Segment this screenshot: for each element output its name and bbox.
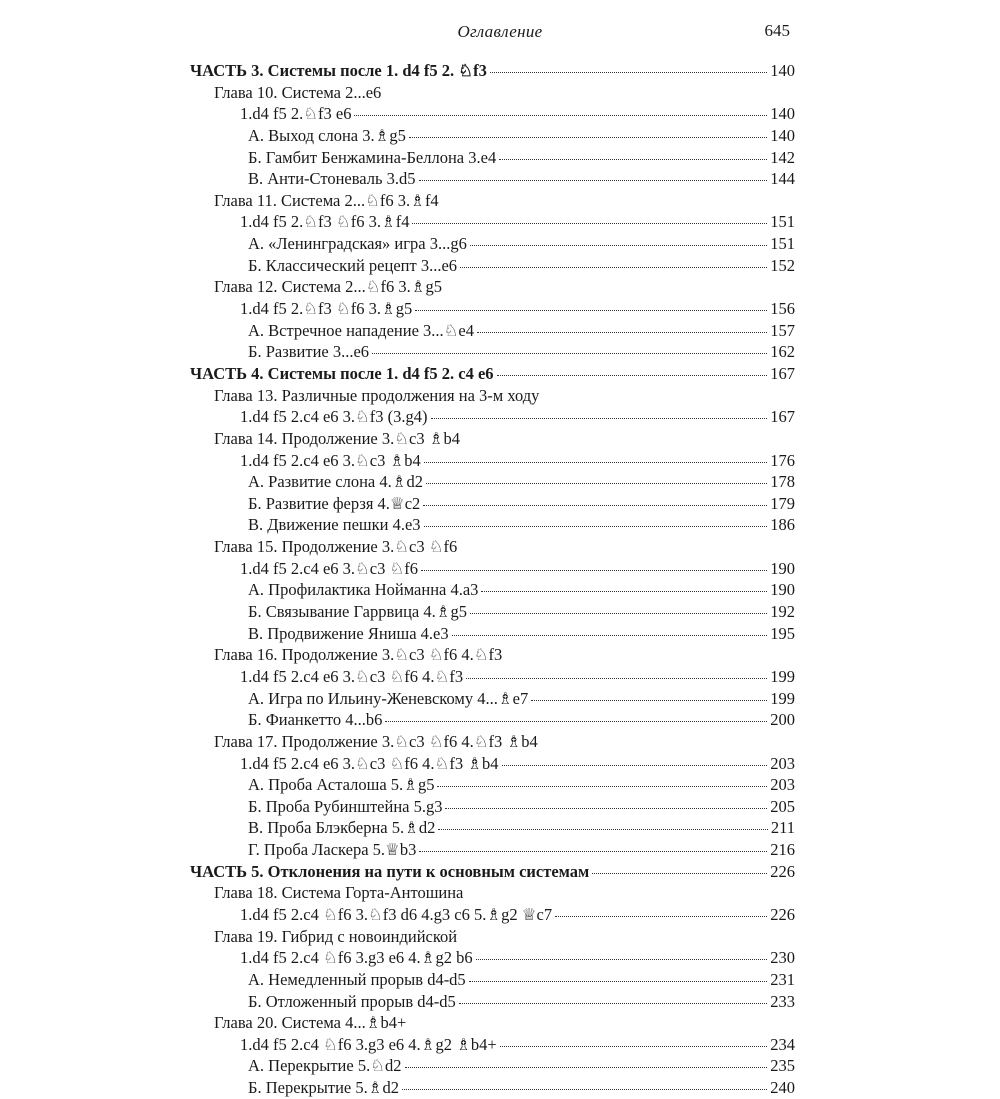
toc-entry — [190, 298, 795, 320]
dot-leader — [499, 158, 767, 160]
toc-entry-title: В. Анти-Стоневаль 3.d5 — [248, 169, 416, 189]
toc-entry-title: Глава 20. Система 4...♗b4+ — [214, 1013, 407, 1033]
toc-entry-title: 1.d4 f5 2.♘f3 ♘f6 3.♗f4 — [240, 212, 410, 232]
toc-chapter-entry — [190, 190, 795, 212]
dot-leader — [437, 785, 767, 787]
toc-entry — [190, 774, 795, 796]
toc-entry-title: Б. Классический рецепт 3...е6 — [248, 255, 458, 275]
toc-entry-title: Глава 11. Система 2...♘f6 3.♗f4 — [214, 190, 439, 210]
toc-entry-title: ЧАСТЬ 3. Системы после 1. d4 f5 2. ♘f3 — [190, 61, 487, 80]
toc-entry-title: Б. Перекрытие 5.♗d2 — [248, 1078, 400, 1098]
toc-entry — [190, 450, 795, 472]
toc-entry-title: В. Продвижение Яниша 4.е3 — [248, 623, 449, 643]
toc-entry-page: 157 — [770, 320, 795, 340]
table-of-contents — [190, 60, 795, 1099]
toc-entry-title: В. Проба Блэкберна 5.♗d2 — [248, 818, 436, 838]
toc-entry-title: А. Немедленный прорыв d4-d5 — [248, 969, 466, 989]
toc-entry-page: 203 — [770, 775, 795, 795]
toc-entry-page: 226 — [770, 861, 795, 881]
toc-entry — [190, 514, 795, 536]
toc-entry-page: 190 — [770, 558, 795, 578]
toc-entry — [190, 709, 795, 731]
toc-part-entry — [190, 363, 795, 385]
toc-chapter-entry — [190, 385, 795, 407]
dot-leader — [481, 590, 767, 592]
dot-leader — [421, 569, 767, 571]
dot-leader — [476, 958, 768, 960]
dot-leader — [438, 828, 767, 830]
toc-entry-title: Глава 18. Система Горта-Антошина — [214, 883, 464, 903]
dot-leader — [419, 179, 768, 181]
toc-chapter-entry — [190, 926, 795, 948]
dot-leader — [470, 612, 767, 614]
dot-leader — [477, 331, 767, 333]
dot-leader — [385, 720, 767, 722]
toc-entry — [190, 753, 795, 775]
toc-entry-title: Б. Проба Рубинштейна 5.g3 — [248, 796, 443, 816]
toc-entry-title: Глава 16. Продолжение 3.♘с3 ♘f6 4.♘f3 — [214, 645, 503, 665]
dot-leader — [459, 1002, 767, 1004]
toc-entry-page: 162 — [770, 342, 795, 362]
toc-entry — [190, 233, 795, 255]
toc-entry-page: 199 — [770, 666, 795, 686]
toc-entry-page: 199 — [770, 688, 795, 708]
toc-chapter-entry — [190, 428, 795, 450]
dot-leader — [592, 872, 767, 874]
toc-entry-page: 190 — [770, 580, 795, 600]
toc-entry-title: Глава 12. Система 2...♘f6 3.♗g5 — [214, 277, 443, 297]
toc-entry — [190, 471, 795, 493]
dot-leader — [409, 136, 767, 138]
toc-entry-page: 140 — [770, 125, 795, 145]
toc-chapter-entry — [190, 644, 795, 666]
toc-entry — [190, 666, 795, 688]
toc-entry — [190, 947, 795, 969]
toc-entry — [190, 211, 795, 233]
toc-entry — [190, 601, 795, 623]
toc-entry-page: 234 — [770, 1034, 795, 1054]
toc-entry-title: Б. Развитие 3...е6 — [248, 342, 370, 362]
toc-entry-page: 140 — [770, 104, 795, 124]
toc-entry-page: 151 — [770, 212, 795, 232]
toc-entry-page: 216 — [770, 840, 795, 860]
toc-entry — [190, 623, 795, 645]
toc-entry-page: 151 — [770, 234, 795, 254]
toc-entry — [190, 904, 795, 926]
toc-entry — [190, 796, 795, 818]
toc-entry-page: 240 — [770, 1078, 795, 1098]
toc-entry-title: А. «Ленинградская» игра 3...g6 — [248, 234, 467, 254]
toc-entry — [190, 168, 795, 190]
dot-leader — [555, 915, 767, 917]
toc-entry — [190, 493, 795, 515]
toc-entry-page: 176 — [770, 450, 795, 470]
toc-chapter-entry — [190, 1012, 795, 1034]
dot-leader — [460, 266, 767, 268]
toc-entry-page: 167 — [770, 407, 795, 427]
toc-entry-title: Глава 17. Продолжение 3.♘с3 ♘f6 4.♘f3 ♗b4 — [214, 731, 538, 751]
toc-entry-page: 144 — [770, 169, 795, 189]
toc-entry-title: Глава 14. Продолжение 3.♘с3 ♗b4 — [214, 428, 461, 448]
toc-part-entry — [190, 60, 795, 82]
toc-entry — [190, 991, 795, 1013]
toc-entry-title: 1.d4 f5 2.♘f3 е6 — [240, 104, 352, 124]
toc-entry-title: ЧАСТЬ 5. Отклонения на пути к основным системам — [190, 861, 590, 881]
toc-entry-title: А. Игра по Ильину-Женевскому 4...♗е7 — [248, 688, 529, 708]
dot-leader — [497, 374, 768, 376]
toc-entry-title: 1.d4 f5 2.с4 е6 3.♘с3 ♘f6 — [240, 558, 419, 578]
toc-entry-title: Б. Развитие ферзя 4.♕с2 — [248, 493, 421, 513]
toc-entry-page: 140 — [770, 61, 795, 80]
toc-chapter-entry — [190, 276, 795, 298]
toc-entry — [190, 839, 795, 861]
toc-entry-page: 156 — [770, 299, 795, 319]
dot-leader — [424, 525, 768, 527]
toc-entry-page: 231 — [770, 969, 795, 989]
toc-entry-title: А. Выход слона 3.♗g5 — [248, 125, 406, 145]
toc-entry — [190, 320, 795, 342]
dot-leader — [426, 482, 767, 484]
toc-entry — [190, 255, 795, 277]
toc-entry-title: 1.d4 f5 2.с4 ♘f6 3.g3 е6 4.♗g2 ♗b4+ — [240, 1034, 497, 1054]
toc-entry — [190, 406, 795, 428]
toc-entry-page: 179 — [770, 493, 795, 513]
toc-entry — [190, 688, 795, 710]
toc-chapter-entry — [190, 731, 795, 753]
toc-entry-title: А. Профилактика Нойманна 4.а3 — [248, 580, 479, 600]
toc-entry-title: Глава 13. Различные продолжения на 3-м ходу — [214, 385, 540, 405]
toc-entry-page: 226 — [770, 904, 795, 924]
page-number: 645 — [764, 21, 790, 40]
toc-entry-page: 142 — [770, 147, 795, 167]
toc-entry — [190, 969, 795, 991]
toc-entry-title: Глава 10. Система 2...е6 — [214, 82, 382, 102]
toc-entry-title: В. Движение пешки 4.е3 — [248, 515, 421, 535]
toc-entry-title: А. Перекрытие 5.♘d2 — [248, 1056, 402, 1076]
toc-entry-title: 1.d4 f5 2.с4 ♘f6 3.♘f3 d6 4.g3 с6 5.♗g2 ♕с7 — [240, 904, 553, 924]
dot-leader — [452, 634, 768, 636]
running-head — [0, 18, 1000, 46]
toc-entry — [190, 817, 795, 839]
toc-entry — [190, 1077, 795, 1099]
dot-leader — [470, 244, 767, 246]
toc-entry — [190, 147, 795, 169]
toc-entry-title: Б. Связывание Гаррвица 4.♗g5 — [248, 602, 468, 622]
toc-entry-page: 200 — [770, 710, 795, 730]
dot-leader — [419, 850, 767, 852]
toc-entry-page: 192 — [770, 602, 795, 622]
toc-chapter-entry — [190, 882, 795, 904]
toc-entry-title: Г. Проба Ласкера 5.♕b3 — [248, 840, 417, 860]
toc-entry-title: Б. Фианкетто 4...b6 — [248, 710, 383, 730]
dot-leader — [502, 764, 768, 766]
toc-entry-page: 211 — [770, 818, 795, 838]
dot-leader — [402, 1088, 767, 1090]
toc-entry — [190, 341, 795, 363]
dot-leader — [372, 352, 767, 354]
toc-entry-page: 186 — [770, 515, 795, 535]
toc-part-entry — [190, 861, 795, 883]
toc-entry-page: 203 — [770, 753, 795, 773]
dot-leader — [531, 699, 767, 701]
toc-chapter-entry — [190, 82, 795, 104]
dot-leader — [415, 309, 767, 311]
toc-entry-title: 1.d4 f5 2.с4 е6 3.♘f3 (3.g4) — [240, 407, 428, 427]
toc-entry — [190, 558, 795, 580]
toc-entry-page: 233 — [770, 991, 795, 1011]
toc-entry-title: А. Проба Асталоша 5.♗g5 — [248, 775, 435, 795]
dot-leader — [431, 417, 768, 419]
toc-entry-title: Б. Отложенный прорыв d4-d5 — [248, 991, 456, 1011]
toc-entry-page: 235 — [770, 1056, 795, 1076]
toc-entry-page: 178 — [770, 472, 795, 492]
toc-entry-title: 1.d4 f5 2.♘f3 ♘f6 3.♗g5 — [240, 299, 413, 319]
dot-leader — [424, 461, 767, 463]
toc-entry — [190, 125, 795, 147]
toc-entry-page: 230 — [770, 948, 795, 968]
toc-entry-title: Глава 19. Гибрид с новоиндийской — [214, 926, 458, 946]
dot-leader — [469, 980, 768, 982]
toc-entry-title: 1.d4 f5 2.с4 ♘f6 3.g3 е6 4.♗g2 b6 — [240, 948, 473, 968]
toc-entry-page: 167 — [770, 363, 795, 383]
toc-entry — [190, 1055, 795, 1077]
dot-leader — [354, 114, 767, 116]
toc-chapter-entry — [190, 536, 795, 558]
toc-entry-page: 152 — [770, 255, 795, 275]
dot-leader — [423, 504, 767, 506]
toc-entry-title: Б. Гамбит Бенжамина-Беллона 3.е4 — [248, 147, 497, 167]
dot-leader — [466, 677, 767, 679]
toc-entry-title: 1.d4 f5 2.с4 е6 3.♘с3 ♘f6 4.♘f3 ♗b4 — [240, 753, 499, 773]
toc-entry-title: 1.d4 f5 2.с4 е6 3.♘с3 ♘f6 4.♘f3 — [240, 666, 464, 686]
toc-entry-title: 1.d4 f5 2.с4 е6 3.♘с3 ♗b4 — [240, 450, 421, 470]
toc-entry-title: Глава 15. Продолжение 3.♘с3 ♘f6 — [214, 537, 458, 557]
toc-entry — [190, 103, 795, 125]
toc-entry-title: ЧАСТЬ 4. Системы после 1. d4 f5 2. с4 е6 — [190, 363, 494, 383]
toc-entry — [190, 1034, 795, 1056]
dot-leader — [490, 71, 767, 73]
page-title: Оглавление — [457, 22, 543, 41]
toc-entry-title: А. Развитие слона 4.♗d2 — [248, 472, 424, 492]
toc-entry-title: А. Встречное нападение 3...♘е4 — [248, 320, 475, 340]
toc-entry-page: 205 — [770, 796, 795, 816]
dot-leader — [405, 1066, 768, 1068]
toc-entry-page: 195 — [770, 623, 795, 643]
dot-leader — [445, 807, 767, 809]
dot-leader — [500, 1045, 768, 1047]
toc-entry — [190, 579, 795, 601]
dot-leader — [412, 222, 767, 224]
